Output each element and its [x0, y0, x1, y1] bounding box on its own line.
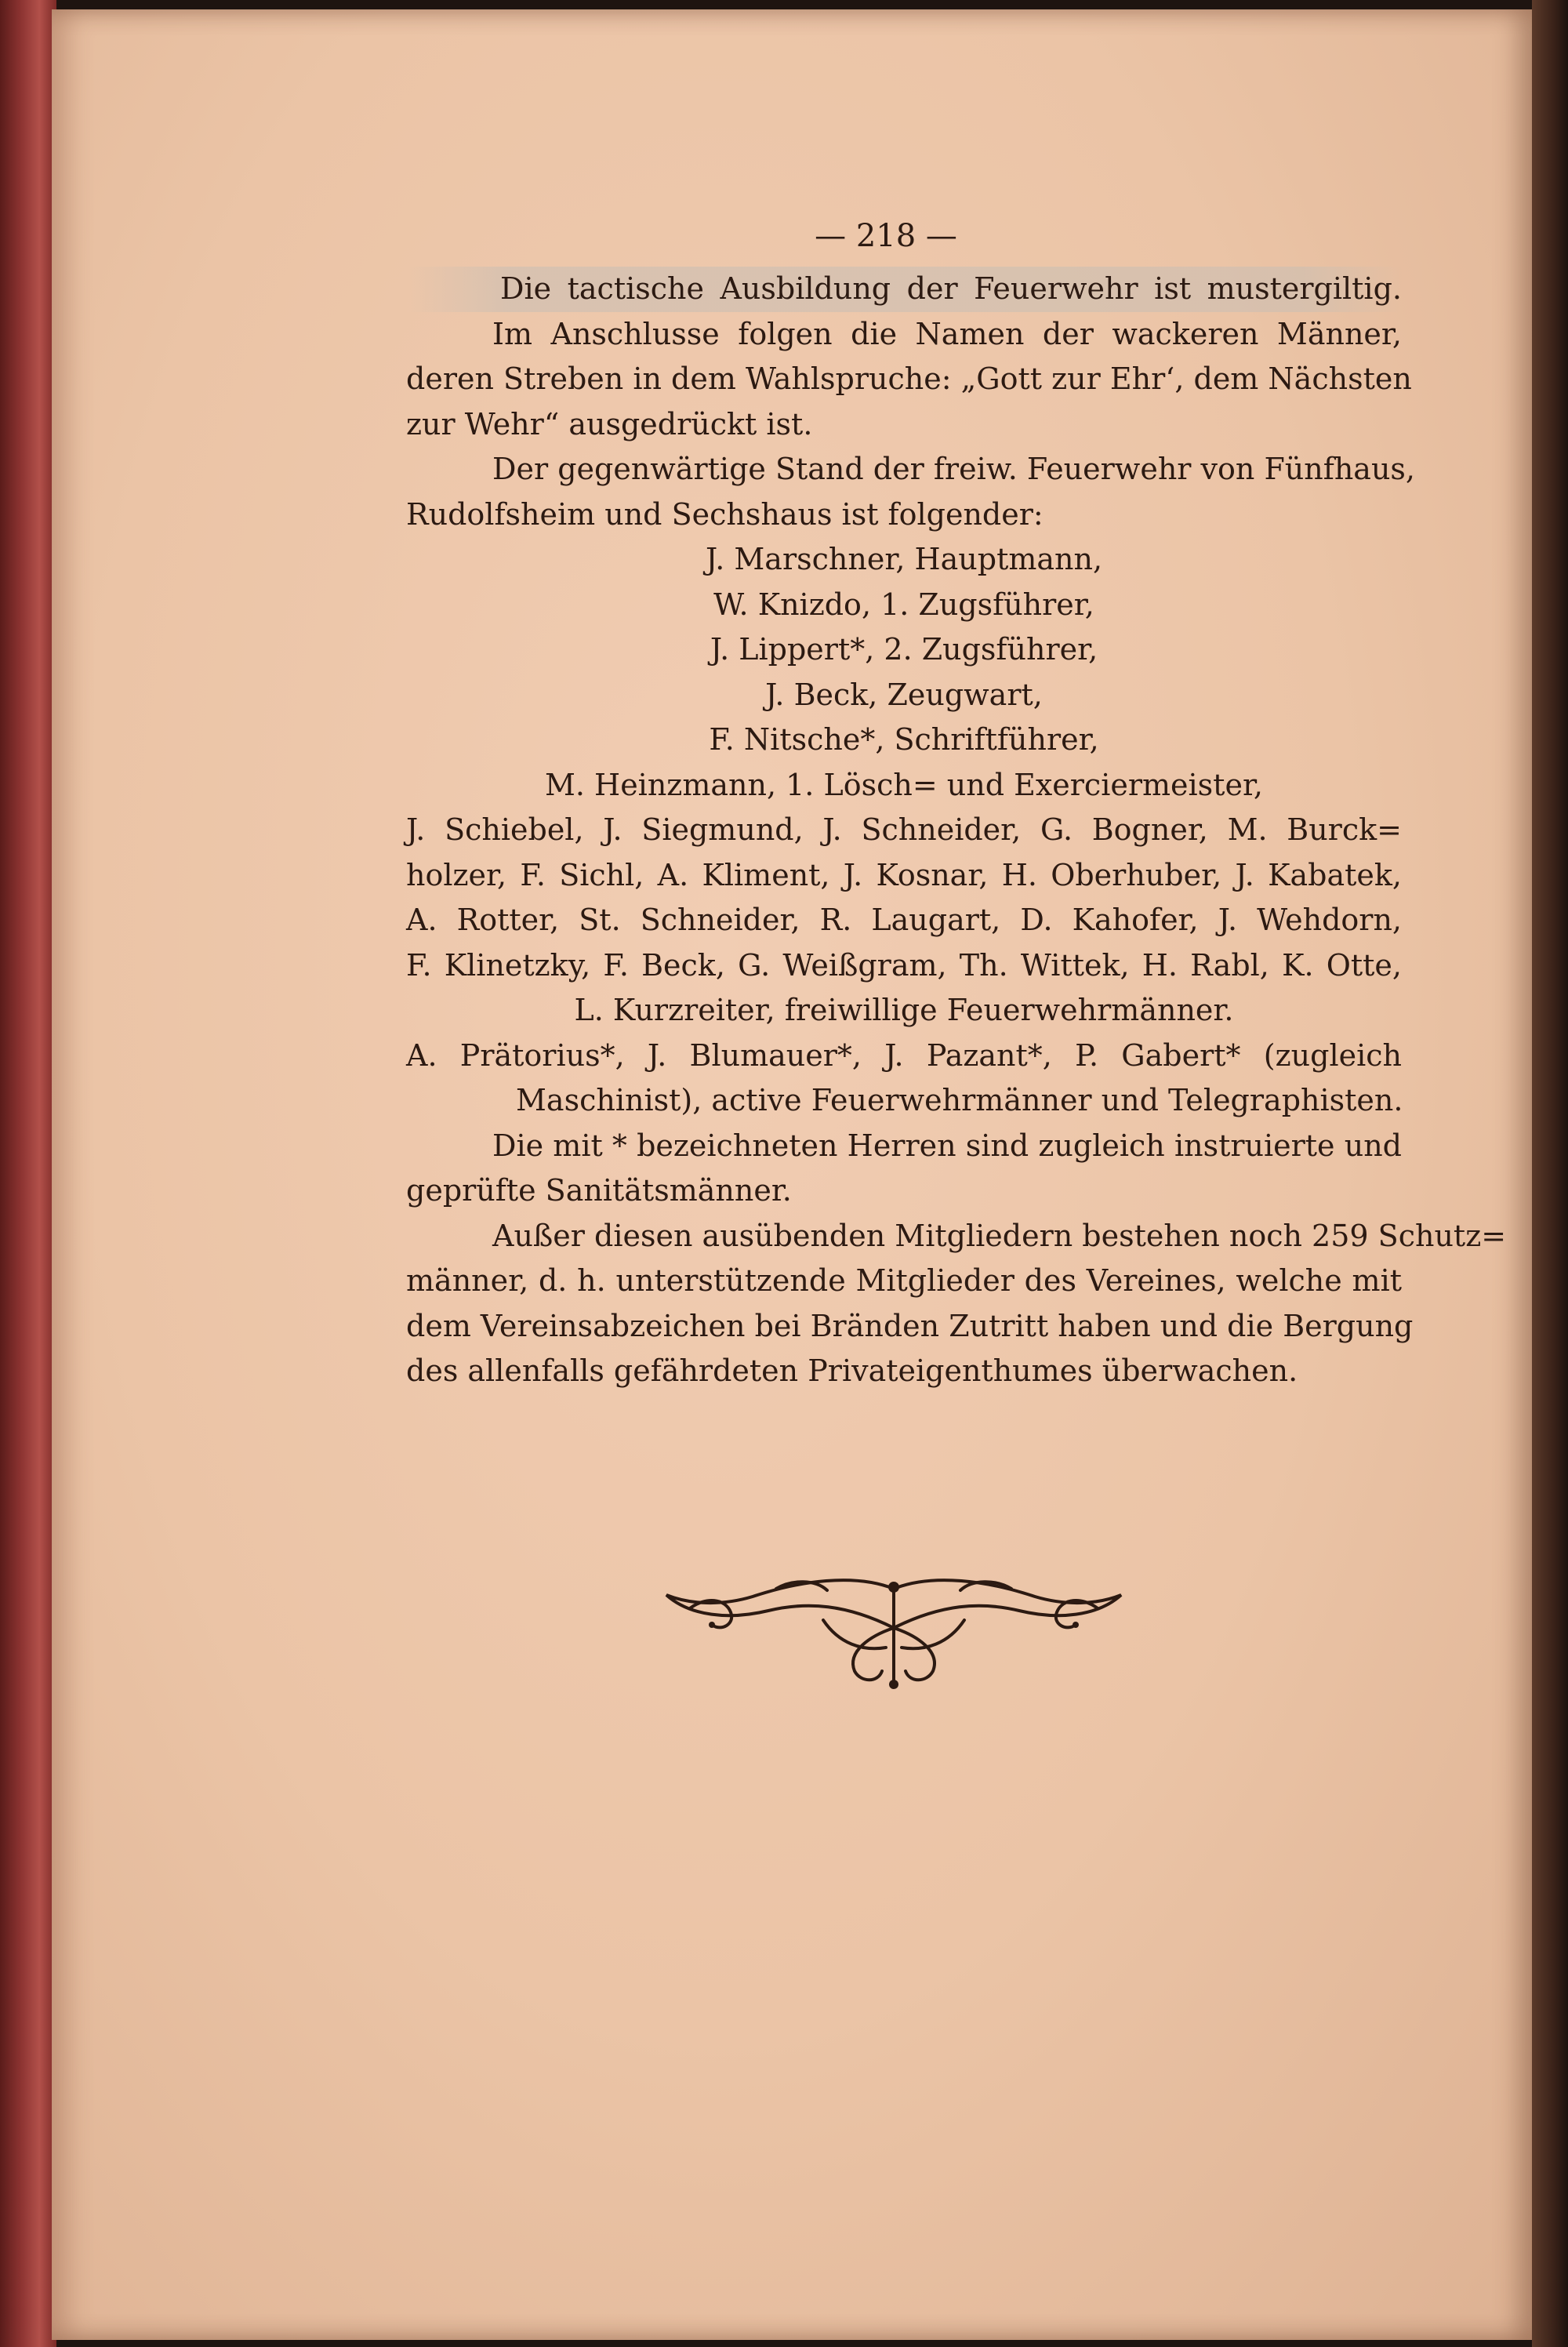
text-line: Der gegenwärtige Stand der freiw. Feuerwehr von Fünfhaus, — [492, 452, 1415, 486]
text-line: L. Kurzreiter, freiwillige Feuerwehrmänner. — [574, 993, 1234, 1027]
text-line: A. Prätorius*, J. Blumauer*, J. Pazant*, P. Gabert* (zugleich — [406, 1037, 1402, 1073]
body-text — [406, 267, 1507, 1394]
ornament-leaf-left — [853, 1628, 894, 1680]
text-line: des allenfalls gefährdeten Privateigenthumes überwachen. — [406, 1353, 1298, 1388]
text-line: Die tactische Ausbildung der Feuerwehr ist mustergiltig. — [406, 267, 1402, 312]
ornament-leaf-right — [894, 1628, 935, 1680]
book-edge-right — [1532, 0, 1568, 2347]
roster-line: J. Lippert*, 2. Zugsführer, — [710, 632, 1098, 667]
ornament-bud — [888, 1582, 899, 1593]
text-line: deren Streben in dem Wahlspruche: „Gott zur Ehr‘, dem Nächsten — [406, 361, 1412, 396]
text-line: zur Wehr“ ausgedrückt ist. — [406, 406, 813, 441]
text-line: Maschinist), active Feuerwehrmänner und Telegraphisten. — [516, 1083, 1403, 1117]
text-line: J. Schiebel, J. Siegmund, J. Schneider, G. Bogner, M. Burck= — [406, 812, 1402, 847]
text-line: Im Anschlusse folgen die Namen der wackeren Männer, — [492, 316, 1402, 351]
text-line: F. Klinetzky, F. Beck, G. Weißgram, Th. Wittek, H. Rabl, K. Otte, — [406, 947, 1402, 983]
text-line: dem Vereinsabzeichen bei Bränden Zutritt haben und die Bergung — [406, 1308, 1414, 1343]
roster-line: M. Heinzmann, 1. Lösch= und Exerciermeister, — [544, 767, 1264, 802]
text-line: geprüfte Sanitätsmänner. — [406, 1173, 792, 1208]
tailpiece-ornament — [659, 1573, 1129, 1691]
roster-line: J. Marschner, Hauptmann, — [705, 542, 1103, 576]
page-number: — 218 — — [815, 218, 957, 254]
text-line: A. Rotter, St. Schneider, R. Laugart, D. Kahofer, J. Wehdorn, — [406, 903, 1402, 937]
text-line: Außer diesen ausübenden Mitgliedern bestehen noch 259 Schutz= — [492, 1218, 1507, 1253]
roster-line: F. Nitsche*, Schriftführer, — [709, 722, 1099, 757]
ornament-drop — [889, 1680, 898, 1689]
roster-line: W. Knizdo, 1. Zugsführer, — [713, 587, 1094, 622]
text-line: holzer, F. Sichl, A. Kliment, J. Kosnar, H. Oberhuber, J. Kabatek, — [406, 857, 1402, 892]
book-binding-edge — [0, 0, 56, 2347]
roster-line: J. Beck, Zeugwart, — [765, 677, 1043, 712]
text-line: Die mit * bezeichneten Herren sind zugleich instruierte und — [492, 1128, 1402, 1163]
text-line: Rudolfsheim und Sechshaus ist folgender: — [406, 496, 1044, 532]
text-line: männer, d. h. unterstützende Mitglieder des Vereines, welche mit — [406, 1263, 1402, 1298]
